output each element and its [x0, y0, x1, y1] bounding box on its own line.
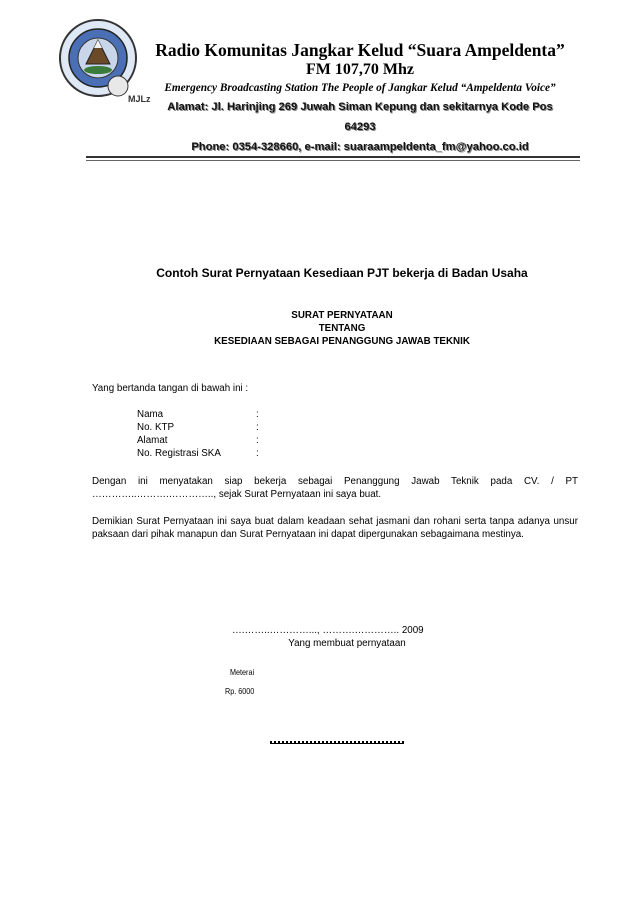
closing-paragraph: Demikian Surat Pernyataan ini saya buat dalam keadaan sehat jasmani dan rohani serta tanpa adanya unsur paksaan dari pihak manapun dan Surat Pernyataan ini dapat dipergunakan sebagaimana mestinya. [92, 516, 578, 540]
station-frequency: FM 107,70 Mhz [306, 61, 414, 78]
letterhead-divider [86, 156, 580, 158]
letter-title: SURAT PERNYATAAN [291, 310, 393, 321]
field-label-address: Alamat [137, 435, 168, 446]
signer-label: Yang membuat pernyataan [288, 638, 406, 649]
letterhead-divider-thin [86, 160, 580, 161]
field-label-ktp: No. KTP [137, 422, 175, 433]
field-colon: : [256, 409, 259, 420]
document-heading: Contoh Surat Pernyataan Kesediaan PJT bekerja di Badan Usaha [156, 266, 528, 280]
field-colon: : [256, 422, 259, 433]
address-line: Alamat: Jl. Harinjing 269 Juwah Siman Kepung dan sekitarnya Kode Pos [167, 101, 553, 113]
station-tagline: Emergency Broadcasting Station The People of Jangkar Kelud “Ampeldenta Voice” [164, 82, 556, 94]
stamp-value: Rp. 6000 [225, 686, 255, 696]
statement-paragraph: Dengan ini menyatakan siap bekerja sebagai Penanggung Jawab Teknik pada CV. / PT …………..……….………….., sejak Surat Pernyataan ini saya buat. [92, 476, 578, 500]
letter-subject: KESEDIAAN SEBAGAI PENANGGUNG JAWAB TEKNIK [214, 336, 470, 347]
letter-title-about: TENTANG [318, 323, 366, 334]
postal-code: 64293 [344, 121, 376, 133]
field-colon: : [256, 435, 259, 446]
stamp-label: Meterai [230, 667, 255, 677]
place-date: ….……..…………..., ……….………….. 2009 [232, 625, 424, 636]
field-colon: : [256, 448, 259, 459]
signature-underline [270, 743, 404, 744]
contact-line: Phone: 0354-328660, e-mail: suaraampeldenta_fm@yahoo.co.id [191, 141, 529, 153]
logo-text: MJLz [128, 94, 151, 104]
field-label-ska: No. Registrasi SKA [137, 448, 221, 459]
intro-text: Yang bertanda tangan di bawah ini : [92, 383, 249, 394]
station-name: Radio Komunitas Jangkar Kelud “Suara Ampeldenta” [155, 40, 565, 60]
field-label-name: Nama [137, 409, 164, 420]
